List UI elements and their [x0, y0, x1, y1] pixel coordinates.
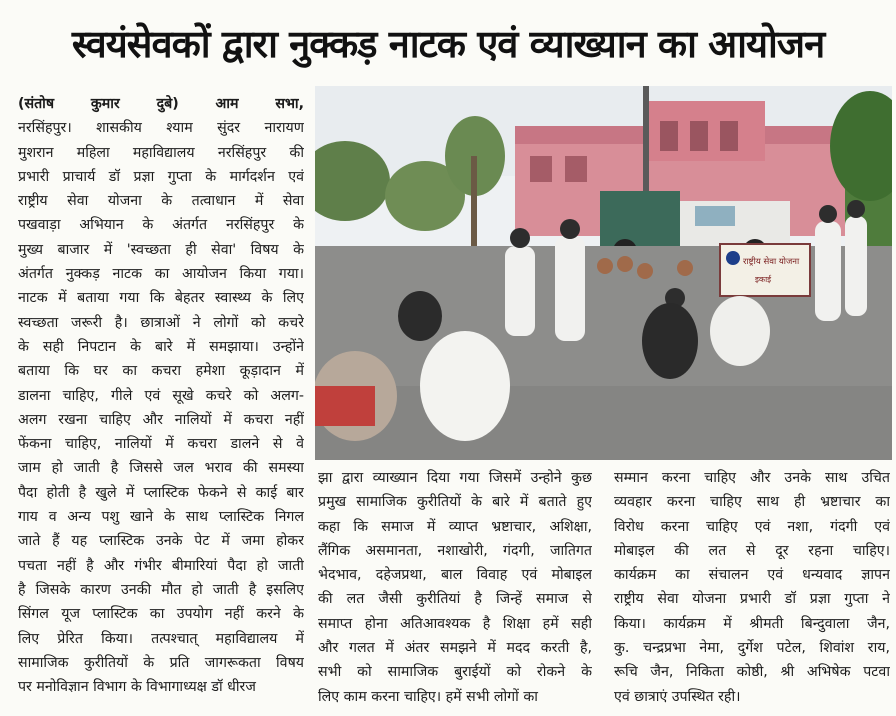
street-play-photo	[315, 86, 892, 460]
text-line: किया। कार्यक्रम में श्रीमती बिन्दुवाला जैन,	[614, 615, 890, 632]
text-line: नरसिंहपुर। शासकीय श्याम सुंदर नारायण	[18, 120, 304, 137]
text-line: कार्यक्रम का संचालन एवं धन्यवाद ज्ञापन	[614, 567, 890, 584]
text-line: (संतोष कुमार दुबे) आम सभा,	[18, 96, 304, 112]
event-photo	[315, 86, 892, 460]
text-line: झा द्वारा व्याख्यान दिया गया जिसमें उन्होने कुछ	[318, 470, 592, 486]
text-line: पचता नहीं है और गंभीर बीमारियां पैदा हो जाती	[18, 557, 304, 574]
text-line: जाते हैं यह प्लास्टिक उनके पेट में जमा होकर	[18, 533, 304, 550]
text-line: स्वच्छता जरूरी है। छात्राओं ने लोगों को कचरे	[18, 314, 304, 331]
banner-text: राष्ट्रीय सेवा योजना	[743, 257, 800, 267]
text-line: लिए प्रेरित किया। तत्पश्चात् महाविद्यालय में	[18, 630, 304, 647]
text-line: मुशरान महिला महाविद्यालय नरसिंहपुर की	[18, 144, 304, 161]
text-line: है जिसके कारण उनकी मौत हो जाती है इसलिए	[18, 581, 304, 598]
text-line: पर मनोविज्ञान विभाग के विभागाध्यक्ष डॉ धीरज	[18, 679, 256, 696]
text-line: लिए काम करना चाहिए। हमें सभी लोगों का	[318, 688, 538, 705]
text-line: सामाजिक कुरीतियों के प्रति जागरूकता विषय	[18, 654, 304, 671]
text-line: पैदा होती है खुले में प्लास्टिक फेकने से काई बार	[18, 484, 304, 501]
text-line: लैंगिक असमानता, नशाखोरी, गंदगी, जातिगत	[318, 542, 592, 559]
text-line: फेंकना चाहिए, नालियों में कचरा डालने से वे	[18, 436, 304, 453]
text-line: अलग रखना चाहिए और नालियों में कचरा नहीं	[18, 411, 304, 428]
text-line: जाम हो जाती है जिससे जल भराव की समस्या	[18, 460, 304, 477]
text-line: पखवाड़ा अभियान के अंतर्गत नरसिंहपुर के	[18, 217, 304, 234]
text-line: एवं छात्राएं उपस्थित रही।	[614, 688, 741, 705]
text-line: सम्मान करना चाहिए और उनके साथ उचित	[614, 470, 890, 486]
text-line: मुख्य बाजार में 'स्वच्छता ही सेवा' विषय के	[18, 241, 304, 258]
article-column-3	[614, 466, 890, 709]
text-line: कहा कि समाज में व्याप्त भ्रष्टाचार, अशिक्षा,	[318, 518, 592, 535]
text-line: और गलत में अंतर समझने में मदद करती है,	[318, 640, 592, 657]
text-line: नाटक में बताया गया कि बेहतर स्वास्थ्य के लिए	[18, 290, 304, 307]
text-line: कु. चन्द्रप्रभा नेमा, दुर्गेश पटेल, शिवांश राय,	[614, 640, 890, 657]
text-line: रूचि जैन, निकिता कोष्ठी, श्री अभिषेक पटवा	[614, 664, 890, 681]
text-line: राष्ट्रीय सेवा योजना के तत्वाधान में सेवा	[18, 193, 304, 210]
text-line: राष्ट्रीय सेवा योजना प्रभारी डॉ प्रज्ञा गुप्ता ने	[614, 591, 890, 608]
headline: स्वयंसेवकों द्वारा नुक्कड़ नाटक एवं व्याख्यान का आयोजन	[71, 22, 825, 66]
text-line: समाप्त होना अतिआवश्यक है शिक्षा हमें सही	[318, 615, 592, 632]
text-line: विरोध करना चाहिए एवं नशा, गंदगी एवं	[614, 518, 890, 535]
text-line: के सही निपटान के बारे में समझाया। उन्होंने	[18, 338, 304, 355]
text-line: मोबाइल की लत से दूर रहना चाहिए।	[614, 542, 890, 559]
text-line: सिंगल यूज प्लास्टिक का उपयोग नहीं करने के	[18, 606, 304, 623]
article-column-2	[318, 466, 592, 709]
text-line: प्रमुख सामाजिक कुरीतियों के बारे में बताते हुए	[318, 494, 592, 511]
banner-subtext: इकाई	[755, 275, 772, 284]
text-line: गाय व अन्य पशु खाने के साथ प्लास्टिक निगल	[18, 509, 304, 526]
text-line: डालना चाहिए, गीले एवं सूखे कचरे को अलग-	[18, 387, 304, 404]
text-line: बताया कि घर का कचरा हमेशा कूड़ादान में	[18, 363, 304, 380]
text-line: अंतर्गत नुक्कड़ नाटक का आयोजन किया गया।	[18, 266, 304, 283]
text-line: सभी को सामाजिक बुराईयों को रोकने के	[318, 664, 592, 681]
article-column-1	[18, 92, 304, 699]
text-line: प्रभारी प्राचार्य डॉ प्रज्ञा गुप्ता के मार्गदर्शन एवं	[18, 168, 304, 185]
text-line: व्यवहार करना चाहिए साथ ही भ्रष्टाचार का	[614, 494, 890, 511]
text-line: की लत जैसी कुरीतियां है जिन्हें समाज से	[318, 591, 592, 608]
text-line: भेदभाव, दहेजप्रथा, बाल विवाह एवं मोबाइल	[318, 567, 592, 584]
